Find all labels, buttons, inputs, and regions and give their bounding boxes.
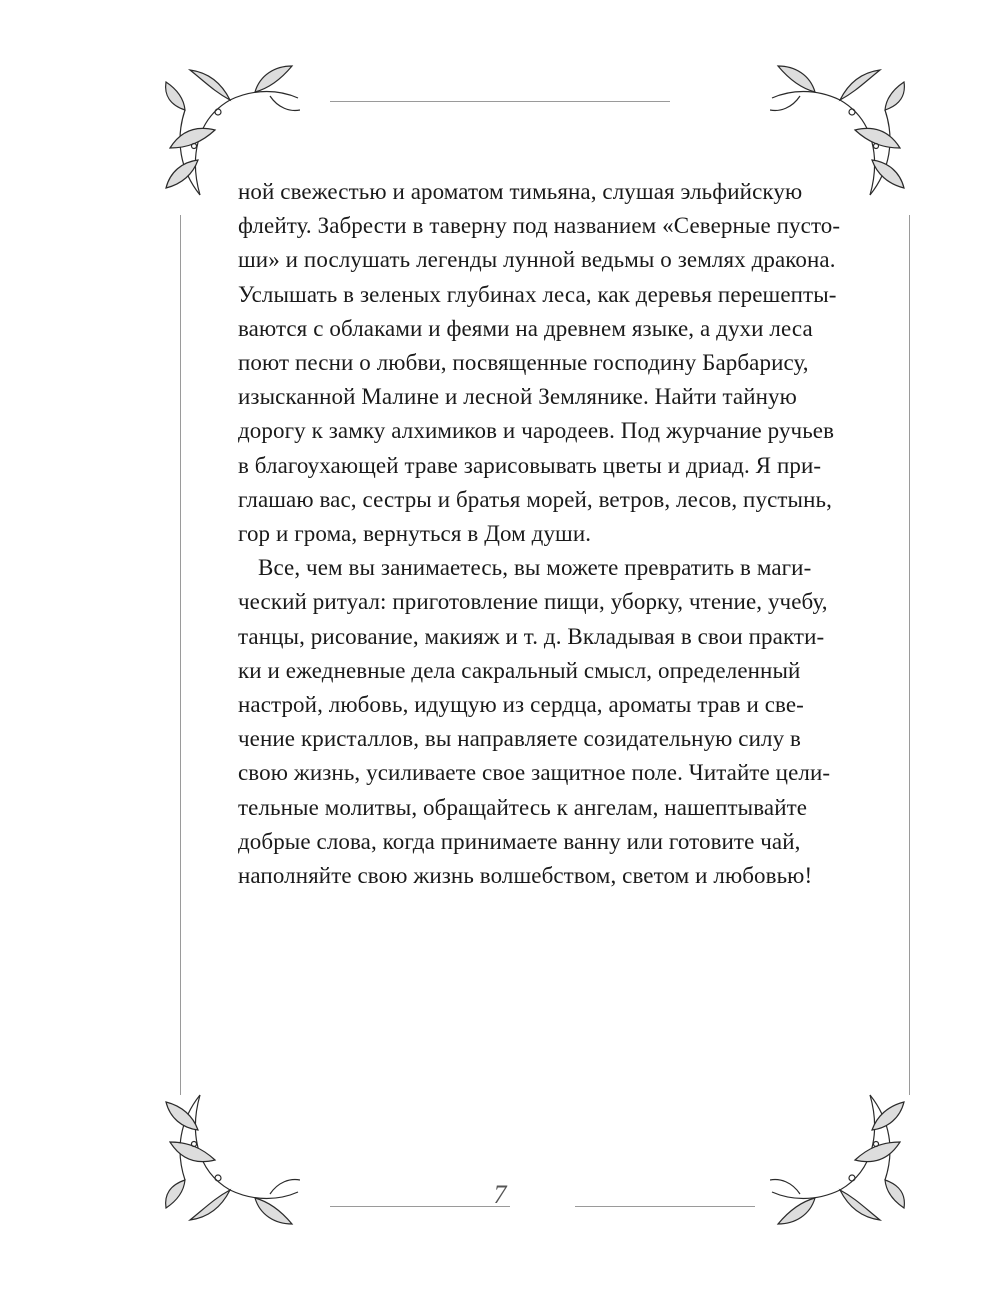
text-line: ной свежестью и ароматом тимьяна, слушая эльфийскую <box>238 179 803 204</box>
page-number: 7 <box>493 1180 507 1209</box>
text-line: танцы, рисование, макияж и т. д. Вкладывая в свои практи- <box>238 623 825 649</box>
text-line: дорогу к замку алхимиков и чародеев. Под журчание ручьев <box>238 418 835 444</box>
text-line: чение кристаллов, вы направляете созидательную силу в <box>238 726 802 752</box>
body-text <box>238 175 841 893</box>
text-line: ши» и послушать легенды лунной ведьмы о землях дракона. <box>238 247 836 273</box>
leafy-vine-icon <box>770 1090 910 1230</box>
text-line: поют песни о любви, посвященные господину Барбарису, <box>238 350 809 376</box>
text-line: глашаю вас, сестры и братья морей, ветров, лесов, пустынь, <box>238 486 832 512</box>
paragraph-1 <box>238 175 841 551</box>
frame-bottom-right-line <box>575 1206 755 1207</box>
text-line: Все, чем вы занимаетесь, вы можете превратить в маги- <box>258 555 812 581</box>
text-line: свою жизнь, усиливаете свое защитное поле. Читайте цели- <box>238 760 831 786</box>
frame-top-line <box>330 101 670 102</box>
text-line: ваются с облаками и феями на древнем языке, а духи леса <box>238 315 813 341</box>
text-line: Услышать в зеленых глубинах леса, как деревья перешепты- <box>238 281 837 307</box>
paragraph-2 <box>238 551 831 893</box>
text-line: флейту. Забрести в таверну под названием «Северные пусто- <box>238 213 841 239</box>
frame-left-line <box>180 215 181 1095</box>
text-line: добрые слова, когда принимаете ванну или готовите чай, <box>238 828 801 854</box>
text-line: в благоухающей траве зарисовывать цветы и дриад. Я при- <box>238 452 822 478</box>
text-line: гор и грома, вернуться в Дом души. <box>238 521 592 547</box>
frame-right-line <box>909 215 910 1095</box>
text-line: настрой, любовь, идущую из сердца, ароматы трав и све- <box>238 692 804 718</box>
text-line: ческий ритуал: приготовление пищи, уборку, чтение, учебу, <box>238 589 828 615</box>
text-line: изысканной Малине и лесной Землянике. Найти тайную <box>238 384 797 410</box>
text-line: тельные молитвы, обращайтесь к ангелам, нашептывайте <box>238 794 808 820</box>
leafy-vine-icon <box>160 1090 300 1230</box>
text-line: ки и ежедневные дела сакральный смысл, определенный <box>238 657 801 683</box>
text-line: наполняйте свою жизнь волшебством, светом и любовью! <box>238 863 813 889</box>
